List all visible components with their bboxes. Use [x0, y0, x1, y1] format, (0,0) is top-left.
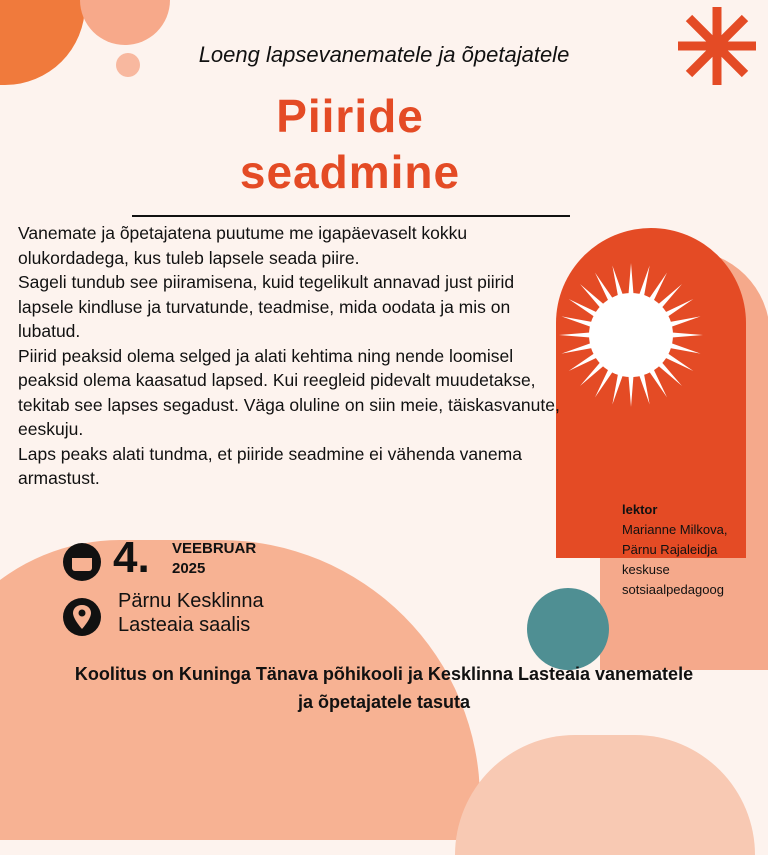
- paragraph: Vanemate ja õpetajatena puutume me igapäevaselt kokku olukordadega, kus tuleb lapsele seada piire.: [18, 223, 468, 268]
- lecturer-org-2: keskuse: [622, 562, 670, 577]
- event-place-2: Lasteaia saalis: [118, 614, 251, 636]
- event-place-1: Pärnu Kesklinna: [118, 590, 264, 612]
- event-place: [118, 589, 264, 637]
- footer-line-1: Koolitus on Kuninga Tänava põhikooli ja Kesklinna Lasteaia vanematele: [74, 664, 694, 684]
- location-pin-icon: [63, 596, 101, 638]
- subtitle: Loeng lapsevanematele ja õpetajatele: [198, 42, 570, 67]
- page-title: [150, 88, 550, 200]
- footer-line-2: ja õpetajatele tasuta: [297, 692, 471, 712]
- lecturer-name: Marianne Milkova,: [622, 522, 728, 537]
- calendar-icon: [62, 541, 102, 581]
- event-year: 2025: [172, 560, 206, 577]
- decorative-blob-top: [80, 0, 170, 45]
- footer-note: [0, 660, 768, 716]
- event-day: 4.: [113, 533, 150, 582]
- paragraph: Piirid peaksid olema selged ja alati kehtima ning nende loomisel peaksid olema kaasatud lapsed. Kui reegleid pidevalt muudetakse, tekitab see lapses segadust. Väga oluline on siin meie, täiskasvanute, eeskuju.: [18, 345, 560, 439]
- event-month: VEEBRUAR: [172, 540, 257, 557]
- lecturer-info: [622, 500, 768, 600]
- lecturer-role: sotsiaalpedagoog: [622, 582, 724, 597]
- title-line-1: Piiride: [276, 90, 424, 142]
- paragraph: Laps peaks alati tundma, et piiride seadmine ei vähenda vanema armastust.: [18, 443, 522, 488]
- title-line-2: seadmine: [239, 146, 461, 198]
- lecturer-org-1: Pärnu Rajaleidja: [622, 542, 718, 557]
- sun-icon: [556, 260, 706, 410]
- body-text: [18, 221, 570, 491]
- divider: [132, 215, 570, 217]
- paragraph: Sageli tundub see piiramisena, kuid tegelikult annavad just piirid lapsele kindluse ja turvatunde, teadmise, mida oodata ja mis on lubatud.: [18, 272, 515, 341]
- event-month-year: [172, 539, 256, 579]
- decorative-blob-bottom-right: [455, 735, 755, 855]
- decorative-teal-circle: [527, 588, 609, 670]
- lecturer-label: lektor: [622, 502, 658, 517]
